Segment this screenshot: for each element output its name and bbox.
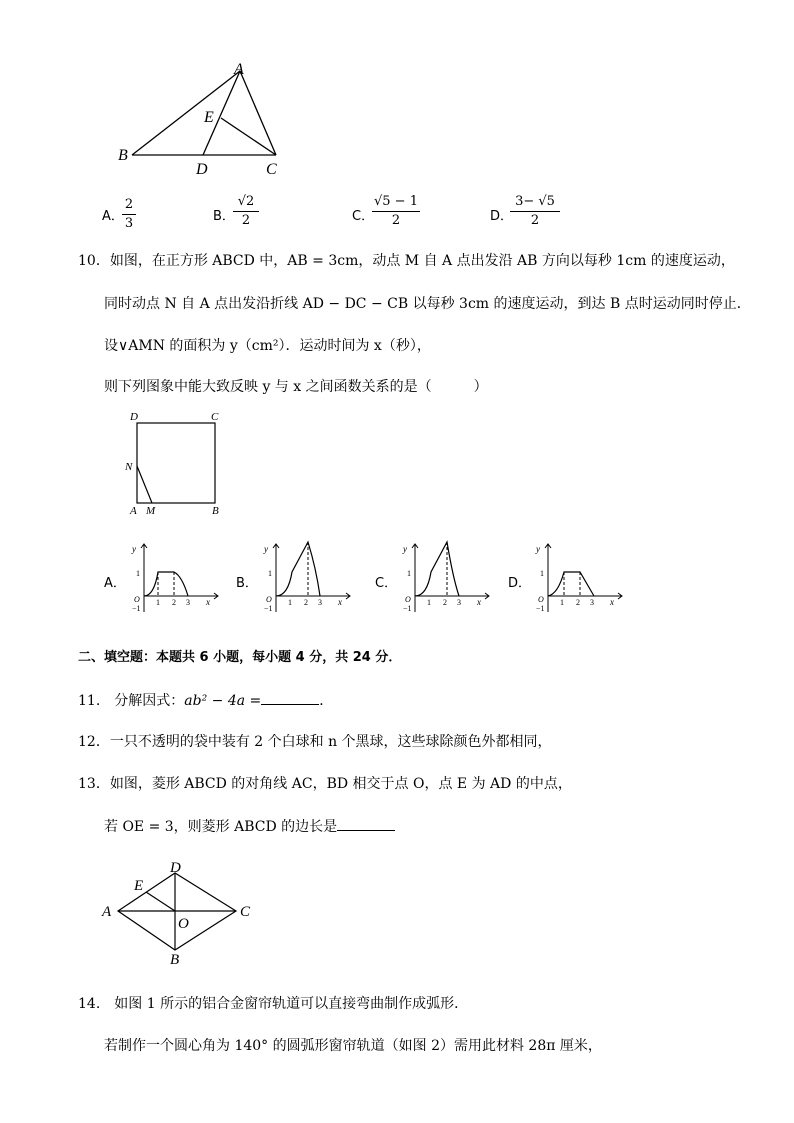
svg-text:y: y (536, 544, 540, 554)
triangle-figure (110, 58, 290, 183)
graph-a (124, 538, 224, 616)
svg-text:y: y (403, 544, 407, 554)
graph-c (395, 538, 495, 616)
q11-suffix: ． (319, 693, 334, 709)
q13-line-1: 13．如图，菱形 ABCD 的对角线 AC，BD 相交于点 O，点 E 为 AD 的中点， (78, 776, 572, 792)
q9-option-a-letter: A． (102, 209, 124, 224)
svg-text:1: 1 (288, 598, 292, 607)
svg-text:1: 1 (268, 569, 272, 578)
q10-option-c-letter: C． (375, 576, 398, 591)
graph-b (256, 538, 356, 616)
svg-text:x: x (206, 597, 210, 607)
svg-text:2: 2 (443, 598, 447, 607)
svg-text:2: 2 (172, 598, 176, 607)
q9-option-c-value: √5 − 1 2 (372, 194, 420, 229)
q10-line-4: 则下列图象中能大致反映 y 与 x 之间函数关系的是（ ） (104, 379, 488, 395)
square-label-n: N (125, 461, 133, 473)
svg-text:O: O (266, 595, 272, 604)
svg-text:−1: −1 (132, 604, 141, 613)
q10-option-a-letter: A． (104, 576, 126, 591)
q9-option-a-value: 2 3 (122, 197, 136, 232)
rhombus-label-a: A (102, 904, 112, 920)
q9-option-b-letter: B． (213, 209, 235, 224)
square-label-b: B (212, 505, 219, 517)
q9-option-b-value: √2 2 (233, 194, 259, 229)
graph-d (528, 538, 628, 616)
rhombus-label-b: B (170, 952, 180, 968)
svg-text:1: 1 (156, 598, 160, 607)
q11 (78, 690, 333, 711)
section-fill-in-heading: 二、填空题：本题共 6 小题，每小题 4 分，共 24 分． (78, 650, 402, 665)
svg-text:3: 3 (457, 598, 461, 607)
q11-expression: ab² − 4a = (184, 693, 262, 709)
q12: 12．一只不透明的袋中装有 2 个白球和 n 个黑球，这些球除颜色外都相同， (78, 734, 552, 750)
label-c: C (266, 161, 277, 178)
svg-text:y: y (132, 544, 136, 554)
svg-text:−1: −1 (536, 604, 545, 613)
svg-text:3: 3 (590, 598, 594, 607)
svg-text:−1: −1 (403, 604, 412, 613)
label-d: D (196, 161, 208, 178)
label-e: E (204, 109, 214, 126)
label-a: A (234, 61, 244, 78)
q10-option-b-letter: B． (236, 576, 258, 591)
q9-option-c-letter: C． (352, 209, 375, 224)
q11-answer-blank[interactable] (261, 690, 319, 705)
svg-text:1: 1 (560, 598, 564, 607)
q10-option-d-letter: D． (508, 576, 532, 591)
rhombus-label-d: D (170, 860, 181, 876)
q9-option-d-value: 3− √5 2 (510, 194, 560, 229)
svg-text:1: 1 (427, 598, 431, 607)
svg-text:−1: −1 (264, 604, 273, 613)
square-label-m: M (146, 505, 156, 517)
svg-text:O: O (538, 595, 544, 604)
svg-text:1: 1 (136, 569, 140, 578)
q9-option-d-letter: D． (490, 209, 514, 224)
q14-line-2: 若制作一个圆心角为 140° 的圆弧形窗帘轨道（如图 2）需用此材料 28π 厘米， (104, 1038, 602, 1054)
q11-prefix: 11. 分解因式： (78, 693, 185, 709)
svg-text:y: y (264, 544, 268, 554)
svg-text:O: O (405, 595, 411, 604)
rhombus-figure (96, 858, 260, 970)
q13-answer-blank[interactable] (337, 816, 395, 831)
square-figure (120, 408, 230, 520)
q14-line-1: 14. 如图 1 所示的铝合金窗帘轨道可以直接弯曲制作成弧形． (78, 996, 469, 1012)
rhombus-label-o: O (178, 916, 189, 932)
svg-text:3: 3 (186, 598, 190, 607)
svg-text:O: O (134, 595, 140, 604)
svg-text:1: 1 (407, 569, 411, 578)
square-label-a: A (130, 505, 137, 517)
svg-text:x: x (477, 597, 481, 607)
svg-text:2: 2 (304, 598, 308, 607)
square-label-d: D (130, 411, 138, 423)
square-label-c: C (211, 411, 219, 423)
q10-line-2: 同时动点 N 自 A 点出发沿折线 AD − DC − CB 以每秒 3cm 的速度运动，到达 B 点时运动同时停止． (104, 296, 751, 312)
svg-text:2: 2 (576, 598, 580, 607)
q10-line-1: 10．如图，在正方形 ABCD 中，AB = 3cm，动点 M 自 A 点出发沿 AB 方向以每秒 1cm 的速度运动， (78, 253, 735, 269)
svg-text:x: x (610, 597, 614, 607)
svg-text:1: 1 (540, 569, 544, 578)
rhombus-label-e: E (134, 878, 144, 894)
label-b: B (118, 147, 128, 164)
rhombus-label-c: C (240, 904, 251, 920)
q10-line-3: 设∨AMN 的面积为 y（cm²）．运动时间为 x（秒）， (104, 338, 431, 354)
q13-line-2: 若 OE = 3，则菱形 ABCD 的边长是 (104, 816, 395, 837)
svg-text:3: 3 (318, 598, 322, 607)
svg-text:x: x (338, 597, 342, 607)
